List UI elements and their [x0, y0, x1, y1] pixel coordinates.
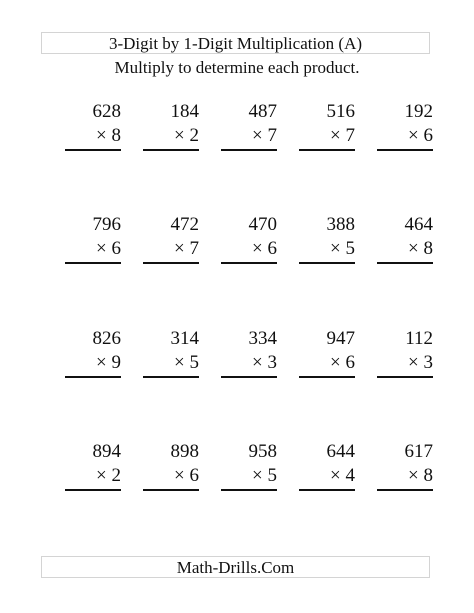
multiplicand: 314 — [170, 328, 199, 349]
problem — [221, 441, 277, 491]
answer-line — [377, 376, 433, 378]
multiplicand: 516 — [326, 101, 355, 122]
problem — [299, 328, 355, 378]
problem — [221, 101, 277, 151]
answer-line — [299, 489, 355, 491]
answer-line — [299, 376, 355, 378]
worksheet-footer: Math-Drills.Com — [41, 556, 430, 578]
multiplicand: 894 — [92, 441, 121, 462]
problem — [143, 101, 199, 151]
multiplier: × 6 — [96, 238, 121, 259]
answer-line — [221, 149, 277, 151]
answer-line — [221, 262, 277, 264]
multiplicand: 184 — [170, 101, 199, 122]
multiplicand: 487 — [248, 101, 277, 122]
problem — [299, 441, 355, 491]
multiplier: × 3 — [408, 352, 433, 373]
multiplier: × 6 — [408, 125, 433, 146]
answer-line — [299, 262, 355, 264]
multiplicand: 192 — [404, 101, 433, 122]
answer-line — [377, 262, 433, 264]
answer-line — [65, 376, 121, 378]
multiplier: × 4 — [330, 465, 355, 486]
problem — [221, 214, 277, 264]
multiplier: × 2 — [96, 465, 121, 486]
multiplier: × 3 — [252, 352, 277, 373]
problem — [377, 441, 433, 491]
answer-line — [299, 149, 355, 151]
multiplicand: 112 — [405, 328, 433, 349]
answer-line — [143, 376, 199, 378]
multiplicand: 898 — [170, 441, 199, 462]
multiplier: × 2 — [174, 125, 199, 146]
multiplier: × 6 — [174, 465, 199, 486]
multiplier: × 6 — [330, 352, 355, 373]
worksheet-instructions: Multiply to determine each product. — [114, 58, 360, 77]
problem — [221, 328, 277, 378]
answer-line — [65, 149, 121, 151]
multiplicand: 958 — [248, 441, 277, 462]
multiplier: × 8 — [96, 125, 121, 146]
multiplicand: 796 — [92, 214, 121, 235]
answer-line — [143, 489, 199, 491]
multiplier: × 9 — [96, 352, 121, 373]
multiplier: × 6 — [252, 238, 277, 259]
answer-line — [377, 489, 433, 491]
answer-line — [65, 489, 121, 491]
problem — [299, 214, 355, 264]
problem — [65, 214, 121, 264]
problem — [65, 101, 121, 151]
problem — [65, 441, 121, 491]
problem — [377, 328, 433, 378]
multiplier: × 5 — [330, 238, 355, 259]
answer-line — [143, 262, 199, 264]
answer-line — [221, 489, 277, 491]
multiplicand: 644 — [326, 441, 355, 462]
answer-line — [377, 149, 433, 151]
answer-line — [65, 262, 121, 264]
multiplier: × 5 — [174, 352, 199, 373]
problem — [377, 214, 433, 264]
multiplier: × 8 — [408, 238, 433, 259]
problem — [377, 101, 433, 151]
multiplier: × 7 — [174, 238, 199, 259]
multiplicand: 470 — [248, 214, 277, 235]
multiplicand: 334 — [248, 328, 277, 349]
problem — [143, 328, 199, 378]
problem — [299, 101, 355, 151]
problem — [143, 214, 199, 264]
worksheet-title: 3-Digit by 1-Digit Multiplication (A) — [41, 32, 430, 54]
problem — [65, 328, 121, 378]
multiplier: × 7 — [330, 125, 355, 146]
multiplicand: 826 — [92, 328, 121, 349]
multiplicand: 617 — [404, 441, 433, 462]
multiplier: × 5 — [252, 465, 277, 486]
multiplicand: 628 — [92, 101, 121, 122]
multiplicand: 947 — [326, 328, 355, 349]
multiplicand: 388 — [326, 214, 355, 235]
answer-line — [221, 376, 277, 378]
multiplier: × 8 — [408, 465, 433, 486]
multiplicand: 464 — [404, 214, 433, 235]
problem — [143, 441, 199, 491]
answer-line — [143, 149, 199, 151]
multiplier: × 7 — [252, 125, 277, 146]
multiplicand: 472 — [170, 214, 199, 235]
